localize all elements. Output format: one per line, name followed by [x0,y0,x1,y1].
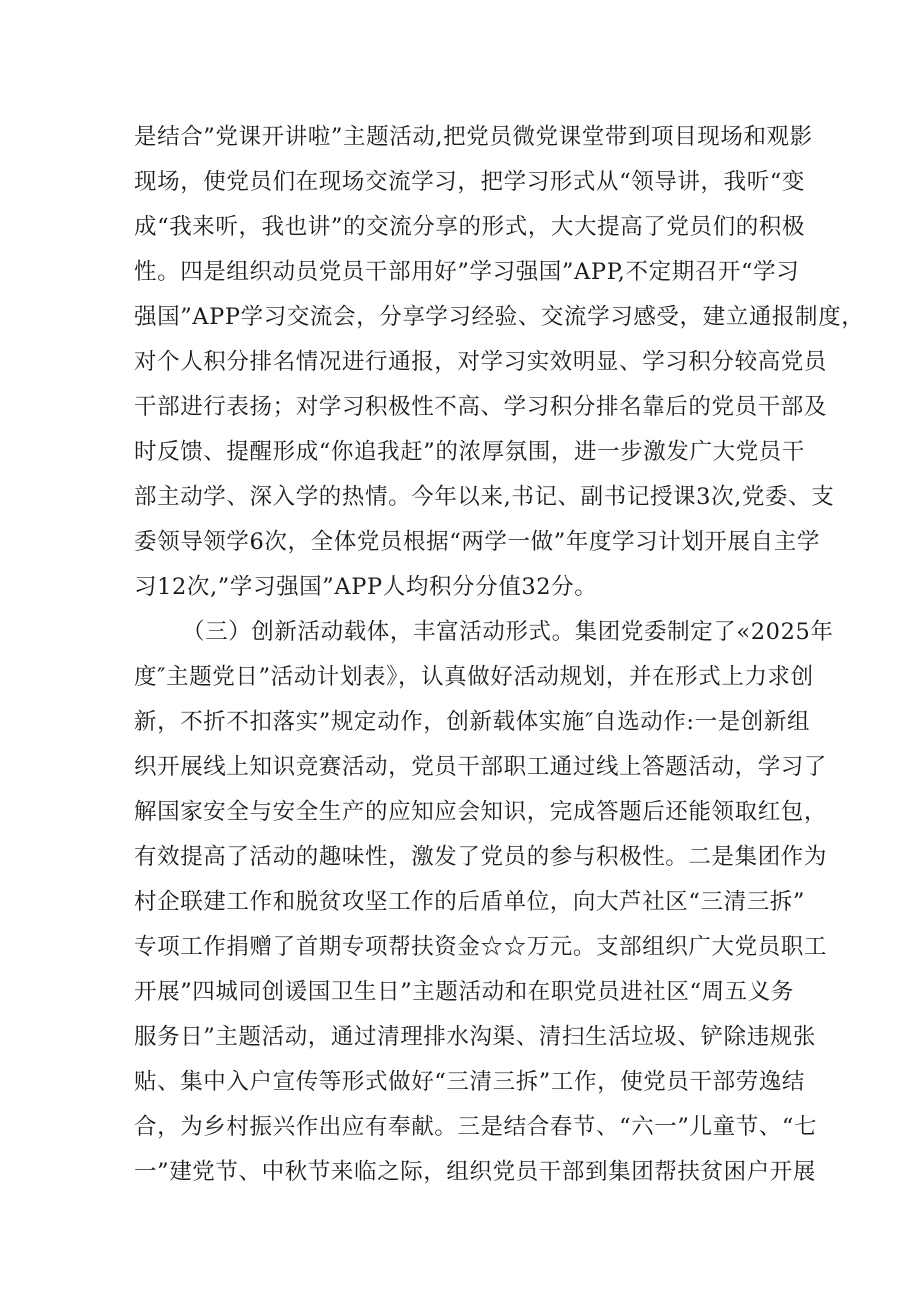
text-line: 合，为乡村振兴作出应有奉献。三是结合春节、“六一”儿童节、“七 [134,1114,818,1140]
text-line: 解国家安全与安全生产的应知应会知识，完成答题后还能领取红包， [134,799,828,825]
text-line: 对个人积分排名情况进行通报，对学习实效明显、学习积分较高党员 [134,349,828,375]
text-line: 服务日”主题活动，通过清理排水沟渠、清扫生活垃圾、铲除违规张 [134,1024,817,1050]
text-line: 开展”四城同创谖国卫生日”主题活动和在职党员进社区“周五义务 [134,979,795,1005]
text-line: 成“我来听，我也讲”的交流分享的形式，大大提高了党员们的积极 [134,214,806,240]
paragraph-last-line: 习12次,”学习强国”APP人均积分分值32分。 [134,574,598,600]
text-line: 委领导领学6次，全体党员根据“两学一做”年度学习计划开展自主学 [134,529,820,555]
text-line: 干部进行表扬；对学习积极性不高、学习积分排名靠后的党员干部及 [134,394,828,420]
text-line: 强国”APP学习交流会，分享学习经验、交流学习感受，建立通报制度， [134,304,865,330]
text-line: 专项工作捐赠了首期专项帮扶资金☆☆万元。支部组织广大党员职工 [134,934,828,960]
text-line: 有效提高了活动的趣味性，激发了党员的参与积极性。二是集团作为 [134,844,828,870]
text-line: 度″主题党日”活动计划表》，认真做好活动规划，并在形式上力求创 [134,664,814,690]
text-line: 现场，使党员们在现场交流学习，把学习形式从“领导讲，我听“变 [134,169,806,195]
text-line: 一”建党节、中秋节来临之际，组织党员干部到集团帮扶贫困户开展 [134,1159,817,1185]
section-heading-line: （三）创新活动载体，丰富活动形式。集团党委制定了«2025年 [182,619,834,645]
text-line: 时反馈、提醒形成“你追我赶”的浓厚氛围，进一步激发广大党员干 [134,439,806,465]
text-line: 性。四是组织动员党员干部用好”学习强国”APP,不定期召开“学习 [134,259,800,285]
text-line: 部主动学、深入学的热情。今年以来,书记、副书记授课3次,党委、支 [134,484,835,510]
text-line: 新，不折不扣落实”规定动作，创新载体实施″自选动作:一是创新组 [134,709,811,735]
text-line: 贴、集中入户宣传等形式做好“三清三拆”工作，使党员干部劳逸结 [134,1069,806,1095]
text-line: 是结合”党课开讲啦”主题活动,把党员微党课堂带到项目现场和观影 [134,124,813,150]
text-line: 村企联建工作和脱贫攻坚工作的后盾单位，向大芦社区“三清三拆” [134,889,806,915]
text-line: 织开展线上知识竞赛活动，党员干部职工通过线上答题活动，学习了 [134,754,828,780]
